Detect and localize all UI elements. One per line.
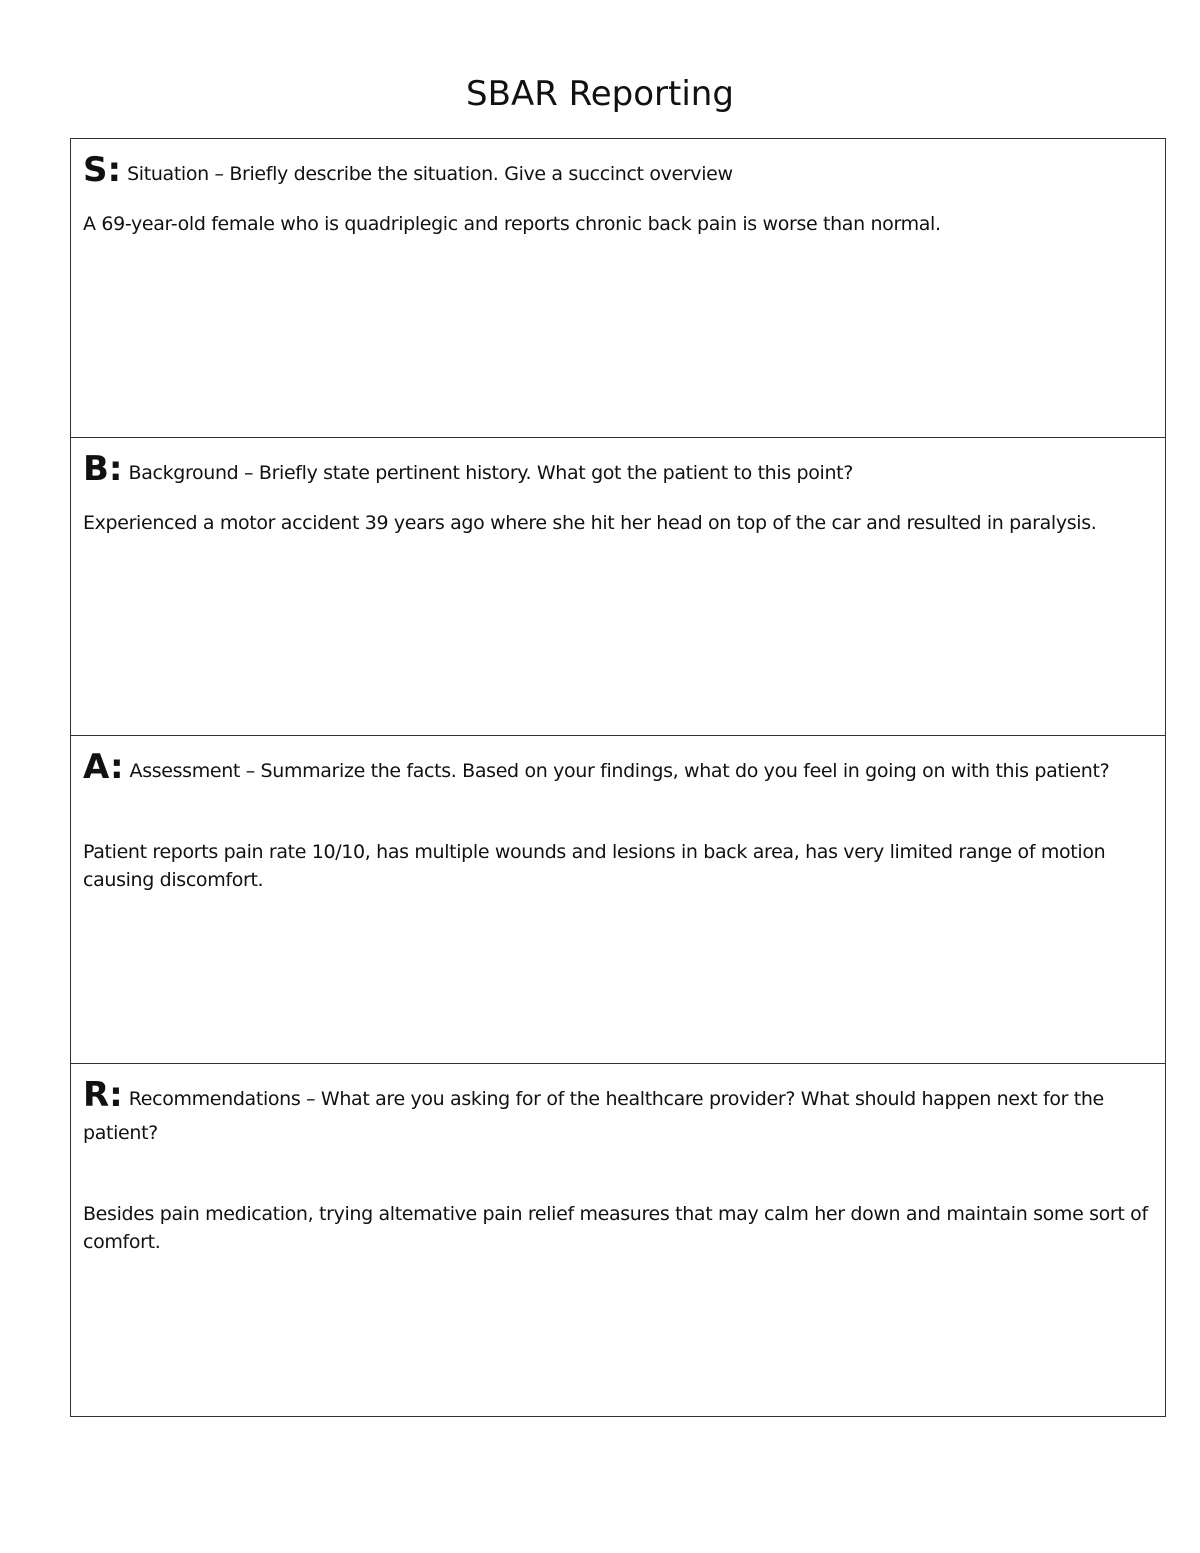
situation-prompt-text: Situation – Briefly describe the situation. Give a succinct overview [127,163,733,185]
recommendations-answer: Besides pain medication, trying altemative pain relief measures that may calm her down and maintain some sort of comfort. [83,1203,1148,1253]
background-section [71,438,1165,736]
recommendations-section [71,1064,1165,1416]
situation-letter: S: [83,150,122,190]
recommendations-prompt [83,1075,1151,1150]
document-title: SBAR Reporting [466,74,734,114]
assessment-letter: A: [83,747,124,787]
situation-prompt [83,150,1151,191]
background-prompt-text: Background – Briefly state pertinent history. What got the patient to this point? [128,462,853,484]
background-answer: Experienced a motor accident 39 years ago where she hit her head on top of the car and resulted in paralysis. [83,512,1097,534]
sbar-table [70,138,1166,1417]
background-letter: B: [83,449,123,489]
background-prompt [83,449,1151,490]
recommendations-letter: R: [83,1075,123,1115]
assessment-prompt [83,747,1151,788]
assessment-section [71,736,1165,1064]
situation-answer: A 69-year-old female who is quadriplegic and reports chronic back pain is worse than normal. [83,213,941,235]
assessment-answer: Patient reports pain rate 10/10, has multiple wounds and lesions in back area, has very limited range of motion causing discomfort. [83,841,1106,891]
assessment-prompt-text: Assessment – Summarize the facts. Based on your findings, what do you feel in going on with this patient? [129,760,1110,782]
recommendations-prompt-text: Recommendations – What are you asking for of the healthcare provider? What should happen next for the patient? [83,1088,1104,1144]
situation-section [71,139,1165,438]
